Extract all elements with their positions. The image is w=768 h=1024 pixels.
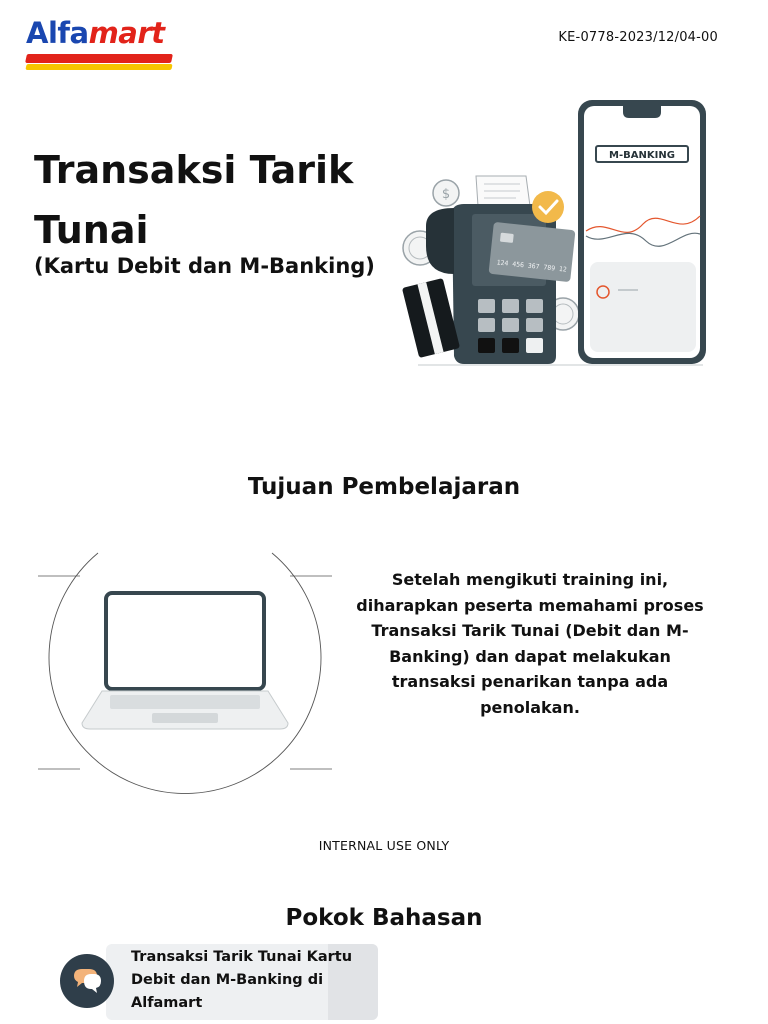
logo-wordmark	[26, 16, 165, 50]
smartphone	[578, 100, 706, 364]
check-badge-icon	[532, 191, 564, 223]
topics-heading: Pokok Bahasan	[285, 905, 483, 931]
topic-item-label: Transaksi Tarik Tunai Kartu Debit dan M-Banking di Alfamart	[131, 949, 353, 1011]
alfamart-logo	[24, 16, 174, 72]
svg-text:$: $	[441, 187, 451, 202]
logo-yellow-stripe	[25, 64, 172, 70]
chat-bubbles-icon	[60, 954, 114, 1008]
logo-word-alfa: Alfa	[26, 16, 89, 50]
logo-red-stripe	[25, 54, 173, 63]
learning-goals-text: Setelah mengikuti training ini, diharapkan peserta memahami proses Transaksi Tarik Tunai (Debit dan M-Banking) dan dapat melakukan transaksi penarikan tanpa ada penolakan.	[356, 570, 704, 717]
laptop-icon	[82, 593, 288, 729]
coin-icon	[433, 180, 459, 206]
payment-illustration	[398, 96, 718, 371]
page-subtitle: (Kartu Debit dan M-Banking)	[34, 254, 375, 278]
classification-label: INTERNAL USE ONLY	[318, 838, 450, 853]
page-title: Transaksi Tarik Tunai	[34, 148, 354, 252]
learning-goals-heading: Tujuan Pembelajaran	[247, 474, 521, 500]
card-number: 124 456 367 789 12	[496, 258, 568, 274]
topic-item[interactable]	[58, 942, 388, 1024]
grey-credit-card	[489, 222, 576, 282]
document-code: KE-0778-2023/12/04-00	[558, 30, 718, 45]
logo-word-mart: mart	[88, 16, 165, 50]
laptop-illustration	[30, 545, 340, 805]
m-banking-label: M-BANKING	[609, 150, 675, 161]
black-credit-card	[402, 278, 460, 358]
